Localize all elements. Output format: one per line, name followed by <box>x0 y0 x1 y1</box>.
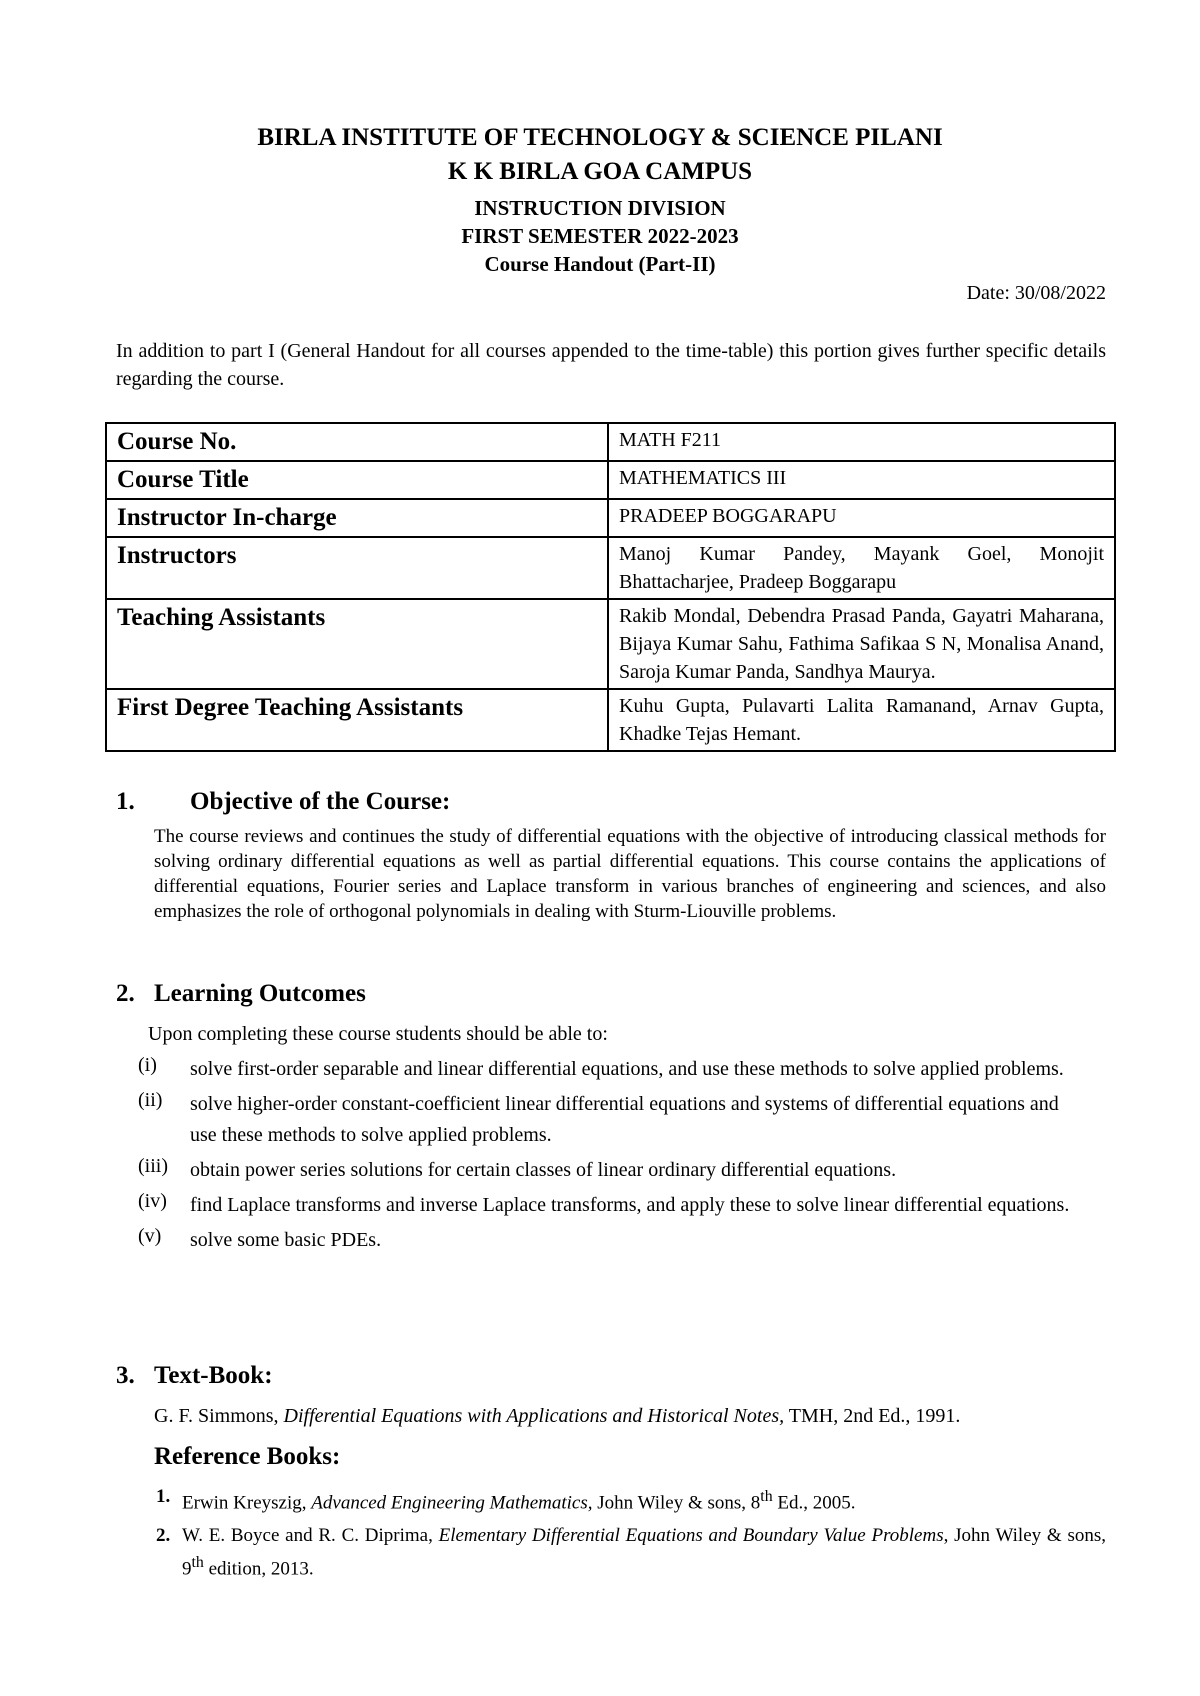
reference-list <box>156 1483 1106 1589</box>
ref-edition: edition, 2013. <box>203 1558 314 1580</box>
ref-number: 2. <box>156 1525 171 1547</box>
ref-edition: Ed., 2005. <box>772 1492 856 1514</box>
outcomes-list <box>138 1054 1078 1260</box>
list-item <box>138 1190 1078 1221</box>
section-outcomes-heading <box>116 980 366 1008</box>
ref-title: Elementary Differential Equations and Boundary Value Problems <box>438 1525 944 1547</box>
item-text: find Laplace transforms and inverse Laplace transforms, and apply these to solve linear differential equations. <box>190 1194 1070 1216</box>
section-number: 3. <box>116 1362 135 1389</box>
ref-title: Advanced Engineering Mathematics, <box>311 1492 593 1514</box>
item-text: obtain power series solutions for certain classes of linear ordinary differential equations. <box>190 1159 897 1181</box>
table-row <box>106 689 1115 751</box>
instructor-incharge-label: Instructor In-charge <box>106 499 608 537</box>
teaching-assistants-label: Teaching Assistants <box>106 599 608 689</box>
item-number: (iv) <box>138 1190 167 1212</box>
section-title: Learning Outcomes <box>154 980 366 1007</box>
item-number: (iii) <box>138 1155 168 1177</box>
handout-title: Course Handout (Part-II) <box>484 252 716 276</box>
intro-paragraph: In addition to part I (General Handout for all courses appended to the time-table) this portion gives further specific details regarding the course. <box>116 340 1106 390</box>
section-number: 2. <box>116 980 135 1007</box>
objective-paragraph: The course reviews and continues the study of differential equations with the objective of introducing classical methods for solving ordinary differential equations as well as partial differential equations. This course contains the applications of differential equations, Fourier series and Laplace transform in various branches of engineering and sciences, and also emphasizes the role of orthogonal polynomials in dealing with Sturm-Liouville problems. <box>154 826 1106 922</box>
ref-superscript: th <box>760 1488 773 1505</box>
division-name: INSTRUCTION DIVISION <box>474 196 726 220</box>
item-number: (i) <box>138 1054 157 1076</box>
item-number: (v) <box>138 1225 162 1247</box>
table-row <box>106 599 1115 689</box>
ref-author: W. E. Boyce and R. C. Diprima, <box>182 1525 439 1547</box>
list-item <box>138 1089 1078 1151</box>
list-item <box>138 1155 1078 1186</box>
item-number: (ii) <box>138 1089 163 1111</box>
ref-text <box>182 1522 1106 1582</box>
teaching-assistants-value: Rakib Mondal, Debendra Prasad Panda, Gayatri Maharana, Bijaya Kumar Sahu, Fathima Safikaa S N, Monalisa Anand, Saroja Kumar Panda, Sandhya Maurya. <box>608 599 1115 689</box>
fd-teaching-assistants-value: Kuhu Gupta, Pulavarti Lalita Ramanand, Arnav Gupta, Khadke Tejas Hemant. <box>608 689 1115 751</box>
section-textbook-heading <box>116 1362 273 1390</box>
ref-text <box>182 1483 1106 1516</box>
course-title-label: Course Title <box>106 461 608 499</box>
table-row <box>106 537 1115 599</box>
list-item <box>156 1483 1106 1516</box>
semester-label: FIRST SEMESTER 2022-2023 <box>461 224 739 248</box>
ref-number: 1. <box>156 1486 171 1507</box>
outcomes-intro: Upon completing these course students should be able to: <box>148 1023 608 1045</box>
list-item <box>156 1522 1106 1582</box>
course-no-value: MATH F211 <box>608 423 1115 461</box>
campus-name: K K BIRLA GOA CAMPUS <box>447 158 753 185</box>
ref-superscript: th <box>191 1554 204 1572</box>
course-no-label: Course No. <box>106 423 608 461</box>
ref-publisher: John Wiley & sons, 8 <box>592 1492 761 1514</box>
textbook-publisher: TMH, 2nd Ed., 1991. <box>784 1405 961 1427</box>
ref-publisher: , John Wiley & sons, 9 <box>182 1525 1107 1580</box>
instructors-label: Instructors <box>106 537 608 599</box>
textbook-citation <box>154 1405 960 1428</box>
section-title: Objective of the Course: <box>190 788 451 815</box>
course-details-table <box>105 422 1116 752</box>
instructor-incharge-value: PRADEEP BOGGARAPU <box>608 499 1115 537</box>
textbook-title: Differential Equations with Applications and Historical Notes, <box>283 1405 785 1427</box>
section-number: 1. <box>116 788 135 815</box>
handout-date: Date: 30/08/2022 <box>966 282 1106 304</box>
table-row <box>106 499 1115 537</box>
list-item <box>138 1054 1078 1085</box>
textbook-author: G. F. Simmons, <box>154 1405 284 1427</box>
table-row <box>106 423 1115 461</box>
reference-books-heading: Reference Books: <box>154 1443 341 1470</box>
section-title: Text-Book: <box>154 1362 273 1389</box>
ref-author: Erwin Kreyszig, <box>182 1492 312 1514</box>
instructors-value: Manoj Kumar Pandey, Mayank Goel, Monojit Bhattacharjee, Pradeep Boggarapu <box>608 537 1115 599</box>
item-text: solve some basic PDEs. <box>190 1229 382 1251</box>
institute-name: BIRLA INSTITUTE OF TECHNOLOGY & SCIENCE PILANI <box>257 124 943 151</box>
item-text: solve higher-order constant-coefficient linear differential equations and systems of differential equations and use these methods to solve applied problems. <box>190 1093 1059 1146</box>
item-text: solve first-order separable and linear differential equations, and use these methods to solve applied problems. <box>190 1058 1064 1080</box>
course-title-value: MATHEMATICS III <box>608 461 1115 499</box>
table-row <box>106 461 1115 499</box>
fd-teaching-assistants-label: First Degree Teaching Assistants <box>106 689 608 751</box>
list-item <box>138 1225 1078 1256</box>
section-objective-heading <box>116 788 450 816</box>
